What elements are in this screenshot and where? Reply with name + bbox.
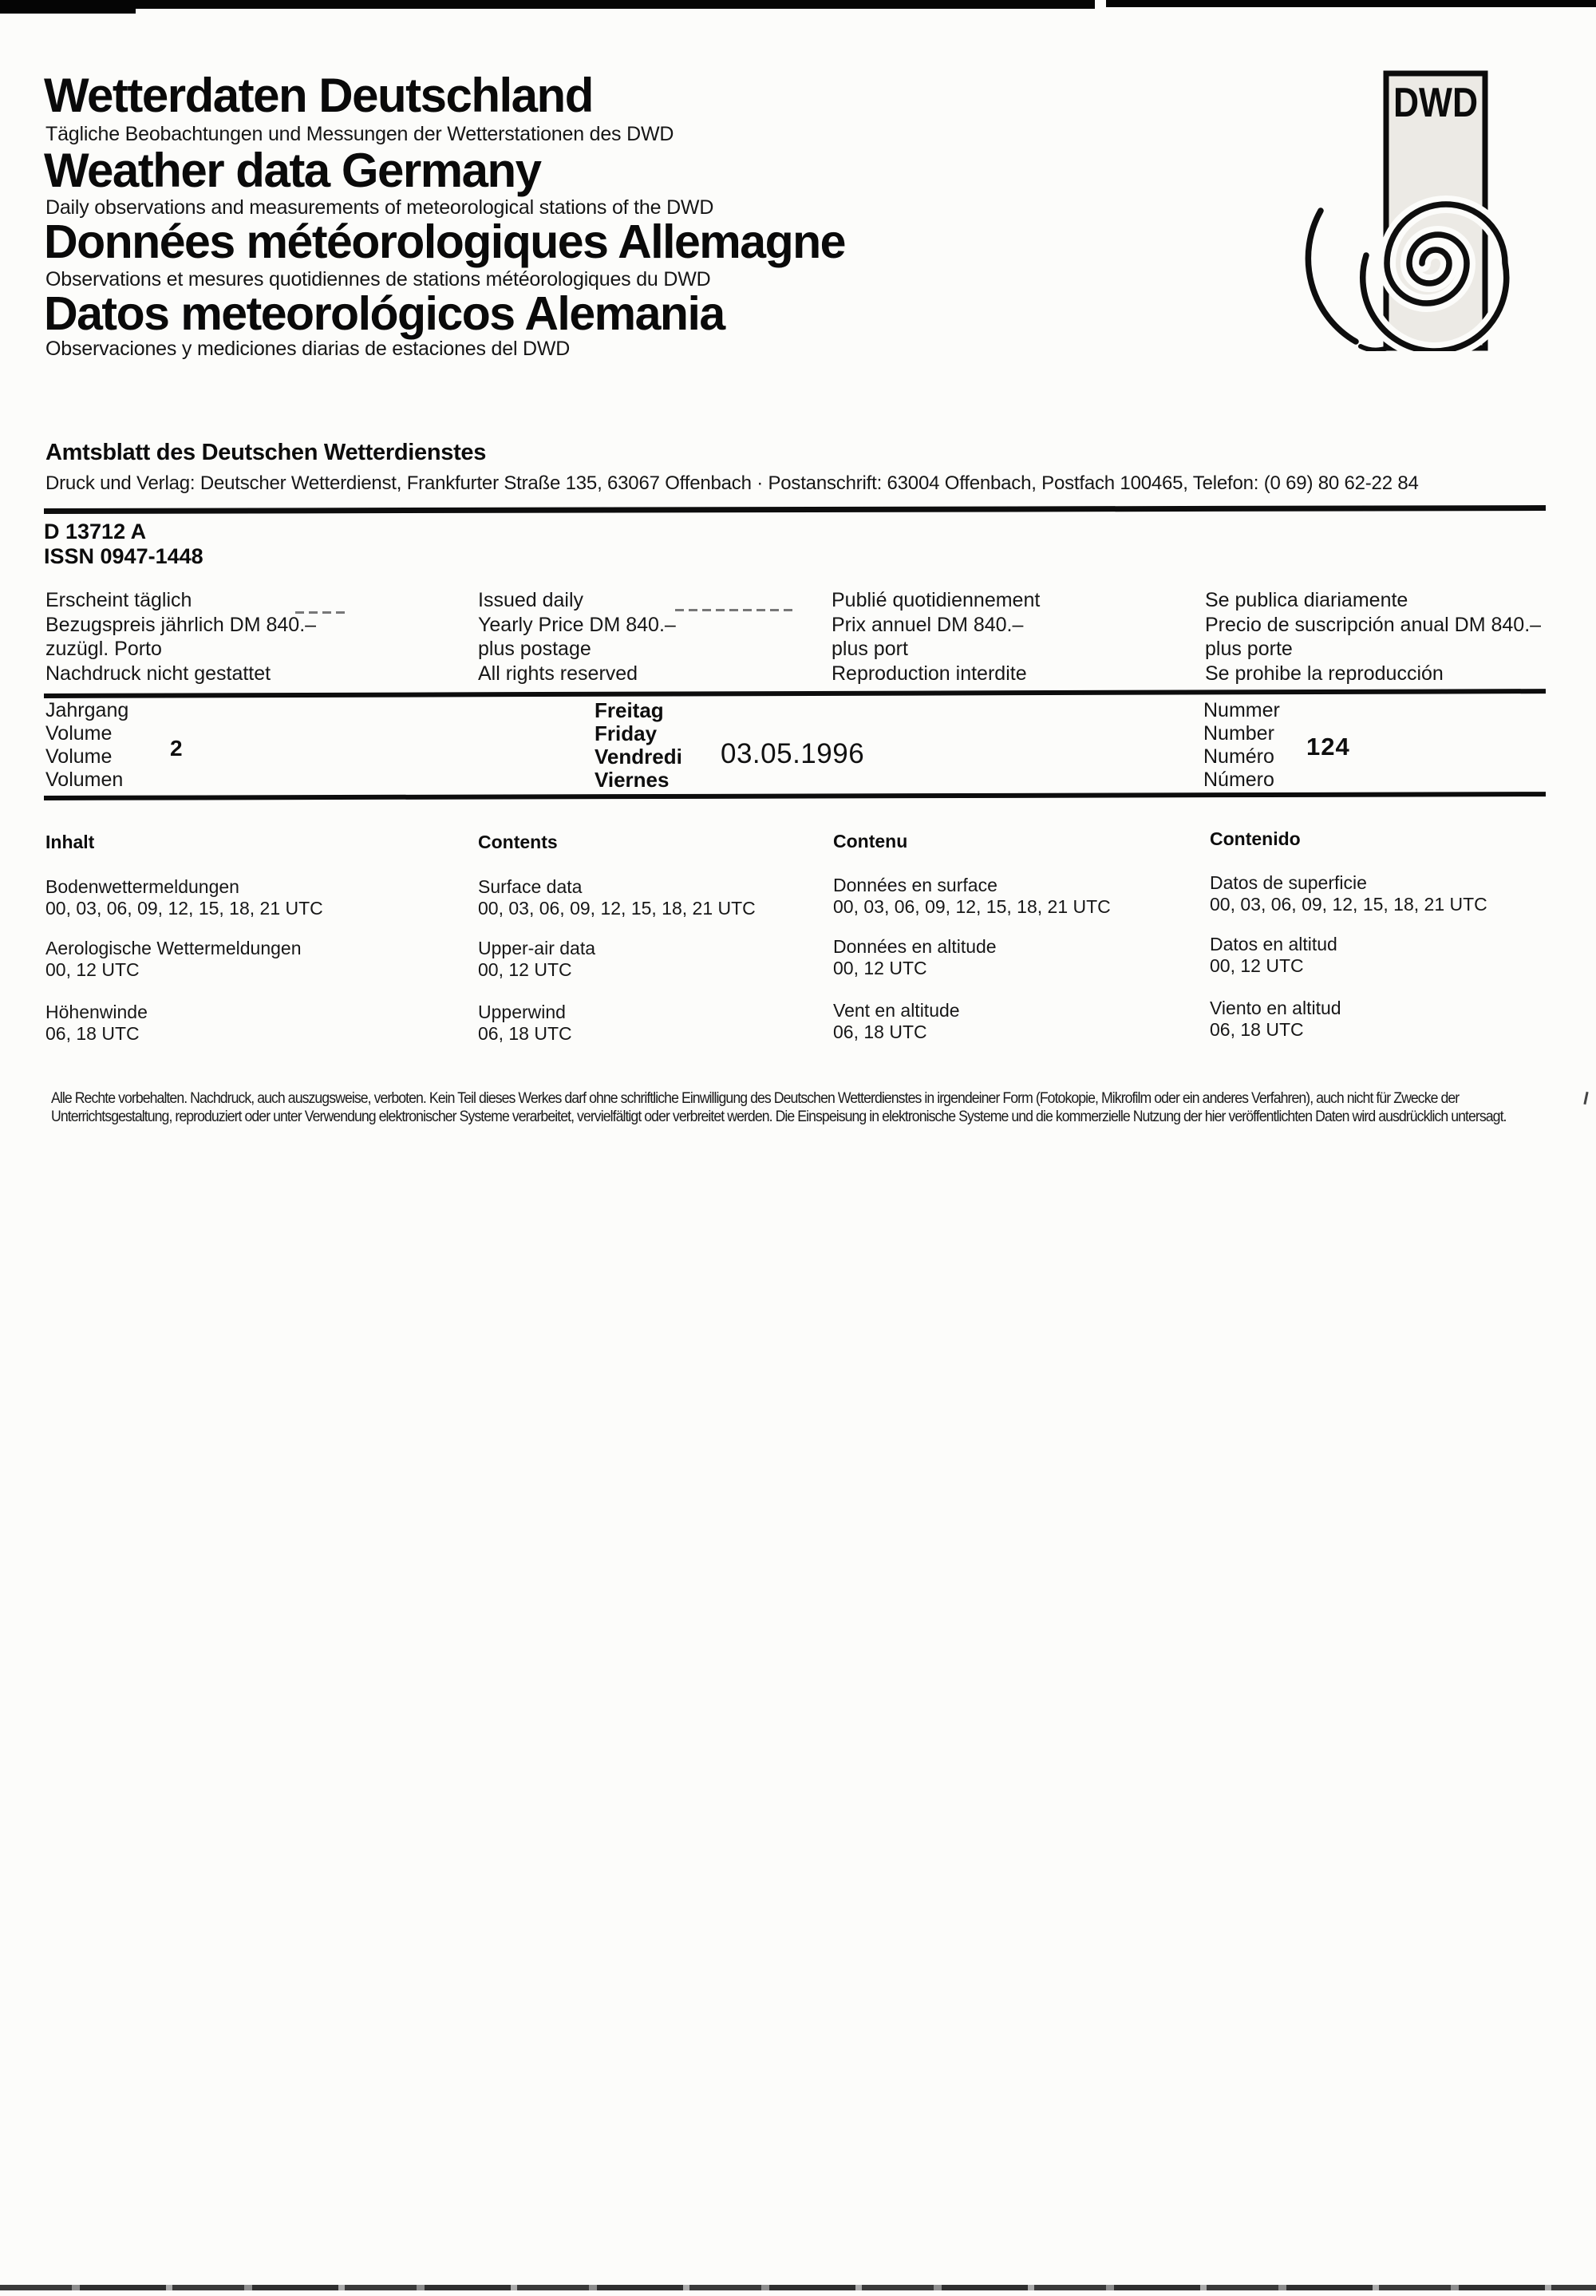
contents-item-label: Upper-air data [478, 938, 596, 958]
contents-item [833, 875, 1111, 917]
contents-item [45, 876, 323, 919]
contents-item [478, 938, 595, 980]
contents-item-times: 06, 18 UTC [833, 1021, 927, 1042]
contents-item-label: Données en surface [833, 875, 998, 895]
pub-info-line: Bezugspreis jährlich DM 840.– [45, 613, 317, 636]
publication-info-col-english [478, 588, 676, 686]
scan-bottom-bar [0, 2285, 1596, 2290]
day-label: Friday [595, 721, 658, 745]
horizontal-rule-3 [44, 792, 1546, 800]
volume-label: Volume [45, 745, 113, 768]
pub-info-line: Se publica diariamente [1205, 589, 1408, 611]
contents-item-label: Viento en altitud [1210, 998, 1341, 1018]
publication-info-col-german [45, 588, 316, 686]
dwd-logo-text: DWD [1393, 80, 1478, 126]
title-german: Wetterdaten Deutschland [44, 69, 593, 122]
title-french: Données météorologiques Allemagne [44, 215, 845, 268]
contents-item-times: 06, 18 UTC [1210, 1018, 1304, 1040]
contents-header-german: Inhalt [45, 832, 95, 852]
pub-info-line: Yearly Price DM 840.– [478, 613, 676, 636]
pub-info-line: zuzügl. Porto [45, 638, 162, 660]
pub-info-line: Erscheint täglich [45, 589, 192, 611]
spiral-tail-icon [1308, 211, 1356, 342]
contents-header-english: Contents [478, 832, 558, 852]
day-labels [595, 699, 682, 792]
volume-labels [45, 699, 128, 792]
contents-header-french: Contenu [833, 831, 908, 852]
contents-item-times: 00, 03, 06, 09, 12, 15, 18, 21 UTC [1210, 893, 1487, 915]
number-labels [1203, 699, 1280, 792]
contents-item [45, 938, 301, 980]
pub-info-line: plus porte [1205, 638, 1293, 660]
legal-notice [51, 1090, 1507, 1126]
scan-top-bar-middle [128, 0, 1095, 9]
contents-item-label: Höhenwinde [45, 1002, 148, 1022]
contents-item-times: 00, 03, 06, 09, 12, 15, 18, 21 UTC [478, 897, 756, 919]
issue-number-value: 124 [1306, 733, 1350, 761]
spiral-tail-hook-icon [1361, 346, 1388, 350]
pub-info-line: Reproduction interdite [832, 662, 1027, 685]
pub-info-line: Se prohibe la reproducción [1205, 662, 1444, 685]
dwd-logo [1297, 70, 1536, 351]
day-label: Viernes [595, 768, 670, 792]
scan-dash-artifact [675, 609, 795, 611]
number-label: Numéro [1203, 745, 1274, 768]
subtitle-french: Observations et mesures quotidiennes de stations météorologiques du DWD [45, 268, 711, 290]
title-english: Weather data Germany [44, 144, 541, 197]
subtitle-english: Daily observations and measurements of meteorological stations of the DWD [45, 196, 714, 219]
contents-item-times: 06, 18 UTC [478, 1022, 572, 1044]
scan-top-bar-right [1106, 0, 1596, 7]
contents-item [478, 1002, 572, 1044]
horizontal-rule-1 [44, 505, 1546, 514]
contents-item-times: 00, 12 UTC [45, 958, 140, 980]
title-spanish: Datos meteorológicos Alemania [44, 287, 725, 340]
pub-info-line: Precio de suscripción anual DM 840.– [1205, 613, 1542, 636]
contents-item [833, 1000, 960, 1042]
contents-item-label: Aerologische Wettermeldungen [45, 938, 302, 958]
contents-item-times: 00, 12 UTC [478, 958, 572, 980]
volume-label: Volume [45, 722, 113, 745]
contents-item [478, 876, 756, 919]
contents-item-times: 00, 12 UTC [833, 957, 927, 978]
contents-item [1210, 934, 1337, 976]
contents-item [45, 1002, 148, 1044]
publication-info-col-french [832, 588, 1040, 686]
volume-value: 2 [170, 736, 183, 761]
day-label: Vendredi [595, 745, 682, 769]
postal-distribution-code: D 13712 A [44, 520, 147, 543]
day-label: Freitag [595, 698, 664, 722]
pub-info-line: Publié quotidiennement [832, 589, 1041, 611]
contents-item-times: 00, 03, 06, 09, 12, 15, 18, 21 UTC [45, 897, 323, 919]
pub-info-line: Nachdruck nicht gestattet [45, 662, 271, 685]
contents-item-label: Vent en altitude [833, 1000, 960, 1021]
issue-date: 03.05.1996 [721, 738, 865, 769]
subtitle-spanish: Observaciones y mediciones diarias de estaciones del DWD [45, 338, 571, 360]
pub-info-line: Prix annuel DM 840.– [832, 613, 1024, 636]
publisher-address-line: Druck und Verlag: Deutscher Wetterdienst, Frankfurter Straße 135, 63067 Offenbach · Postanschrift: 63004 Offenbach, Postfach 100465, Telefon: (0 69) 80 62-22 84 [45, 472, 1419, 494]
contents-item-label: Surface data [478, 876, 583, 897]
contents-item-times: 00, 12 UTC [1210, 954, 1304, 976]
volume-label: Jahrgang [45, 699, 129, 721]
contents-item-label: Datos de superficie [1210, 872, 1367, 893]
contents-item [1210, 872, 1487, 915]
gazette-title: Amtsblatt des Deutschen Wetterdienstes [45, 440, 487, 465]
contents-header-spanish: Contenido [1210, 828, 1301, 849]
codes-block [44, 520, 203, 569]
contents-item-label: Données en altitude [833, 936, 997, 957]
contents-item [1210, 998, 1341, 1040]
contents-item-times: 06, 18 UTC [45, 1022, 140, 1044]
subtitle-german: Tägliche Beobachtungen und Messungen der Wetterstationen des DWD [45, 123, 674, 145]
publication-info-col-spanish [1205, 588, 1541, 686]
legal-line: Unterrichtsgestaltung, reproduziert oder unter Verwendung elektronischer Systeme verarbeitet, vervielfältigt oder verbreitet werden. Die Einspeisung in elektronische Systeme und die kommerzielle Nutzung der hier veröffentlichten Daten wird ausdrücklich untersagt. [51, 1108, 1507, 1125]
contents-item-label: Datos en altitud [1210, 934, 1337, 954]
pub-info-line: All rights reserved [478, 662, 638, 685]
scan-tick-artifact [1583, 1092, 1588, 1105]
pub-info-line: Issued daily [478, 589, 584, 611]
scan-top-bar-left [0, 0, 136, 14]
issn-code: ISSN 0947-1448 [44, 544, 203, 568]
legal-line: Alle Rechte vorbehalten. Nachdruck, auch auszugsweise, verboten. Kein Teil dieses Werkes darf ohne schriftliche Einwilligung des Deutschen Wetterdienstes in irgendeiner Form (Fotokopie, Mikrofilm oder ein anderes Verfahren), auch nicht für Zwecke der [51, 1090, 1460, 1107]
number-label: Número [1203, 769, 1274, 791]
contents-item-label: Upperwind [478, 1002, 566, 1022]
volume-label: Volumen [45, 769, 124, 791]
number-label: Nummer [1203, 699, 1280, 721]
horizontal-rule-2 [44, 689, 1546, 698]
number-label: Number [1203, 722, 1274, 745]
pub-info-line: plus port [832, 638, 908, 660]
contents-item [833, 936, 997, 978]
contents-item-label: Bodenwettermeldungen [45, 876, 239, 897]
pub-info-line: plus postage [478, 638, 591, 660]
contents-item-times: 00, 03, 06, 09, 12, 15, 18, 21 UTC [833, 895, 1111, 917]
